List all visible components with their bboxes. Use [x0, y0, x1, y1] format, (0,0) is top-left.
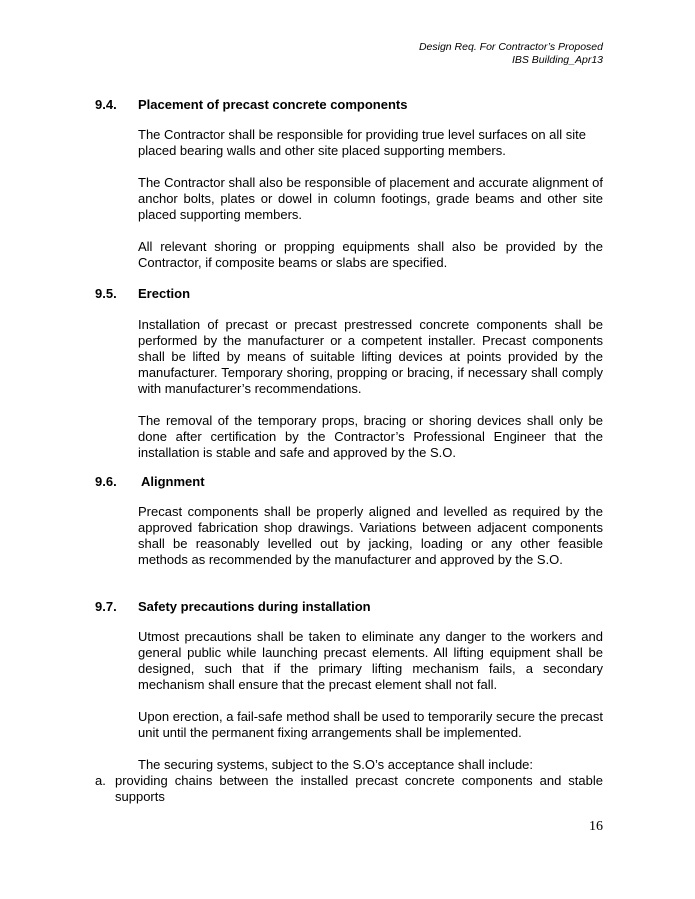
paragraph: The Contractor shall be responsible for providing true level surfaces on all site placed bearing walls and other site placed supporting members. [138, 127, 587, 158]
paragraph: All relevant shoring or propping equipments shall also be provided by the Contractor, if composite beams or slabs are specified. [138, 239, 603, 270]
section-heading [95, 286, 603, 304]
section-9-7 [95, 599, 603, 805]
section-number: 9.5. [95, 286, 117, 301]
running-header [419, 41, 603, 67]
section-title: Placement of precast concrete components [138, 97, 408, 112]
paragraph: The Contractor shall also be responsible of placement and accurate alignment of anchor bolts, plates or dowel in column footings, grade beams and other site placed supporting members. [138, 175, 603, 222]
paragraph: The securing systems, subject to the S.O’s acceptance shall include: [138, 757, 534, 772]
header-line-2: IBS Building_Apr13 [511, 54, 603, 66]
list-marker: a. [95, 773, 106, 788]
header-line-1: Design Req. For Contractor’s Proposed [418, 41, 603, 53]
section-9-6 [95, 474, 603, 568]
section-title: Erection [138, 286, 191, 301]
section-number: 9.4. [95, 97, 117, 112]
list-item-text: providing chains between the installed precast concrete components and stable supports [115, 773, 603, 804]
paragraph: The removal of the temporary props, bracing or shoring devices shall only be done after certification by the Contractor’s Professional Engineer that the installation is stable and safe and approved by the S.O. [138, 413, 603, 460]
paragraph: Installation of precast or precast prestressed concrete components shall be performed by the manufacturer or a competent installer. Precast components shall be lifted by means of suitable lifting devices at points provided by the manufacturer. Temporary shoring, propping or bracing, if necessary shall comply with manufacturer’s recommendations. [138, 317, 603, 396]
paragraph: Upon erection, a fail-safe method shall be used to temporarily secure the precast unit until the permanent fixing arrangements shall be implemented. [138, 709, 603, 740]
section-number: 9.7. [95, 599, 117, 614]
section-9-5 [95, 286, 603, 461]
section-heading [95, 97, 603, 115]
securing-systems-list [95, 773, 603, 805]
section-number: 9.6. [95, 474, 117, 489]
page-number: 16 [589, 819, 603, 834]
paragraph: Precast components shall be properly aligned and levelled as required by the approved fabrication shop drawings. Variations between adjacent components shall be reasonably levelled out by jacking, loading or any other feasible methods as recommended by the manufacturer and approved by the S.O. [138, 504, 603, 567]
section-heading [95, 599, 603, 617]
section-title: Safety precautions during installation [138, 599, 371, 614]
list-item [95, 773, 603, 805]
section-9-4 [95, 97, 603, 271]
section-title: Alignment [141, 474, 205, 489]
paragraph: Utmost precautions shall be taken to eliminate any danger to the workers and general public while launching precast elements. All lifting equipment shall be designed, such that if the primary lifting mechanism fails, a secondary mechanism shall ensure that the precast element shall not fall. [138, 629, 603, 692]
section-heading [95, 474, 603, 492]
